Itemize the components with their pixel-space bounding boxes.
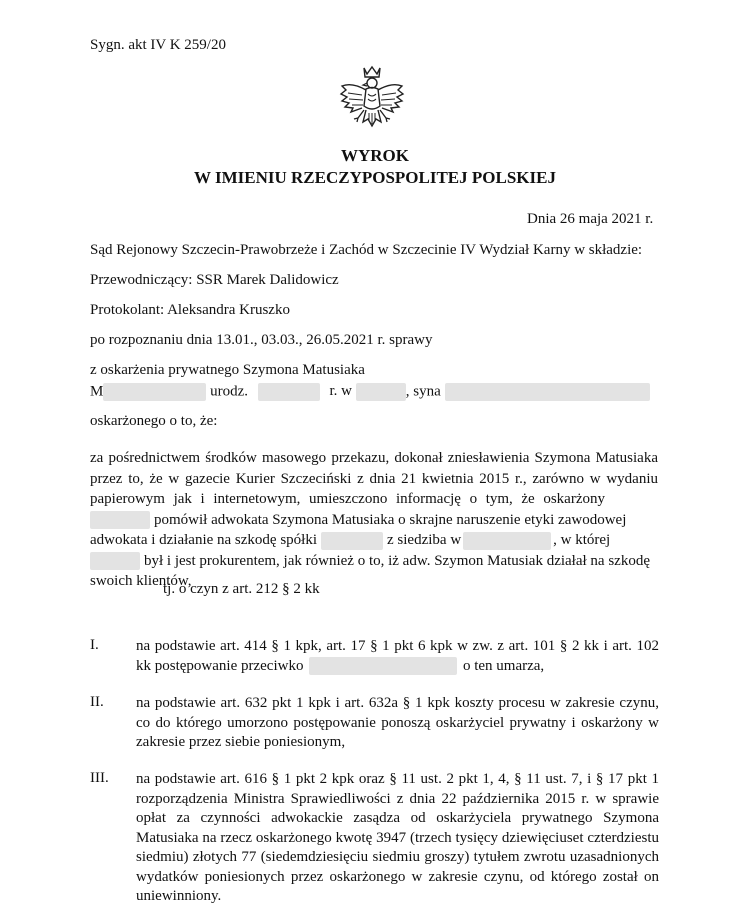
verdict-item-2 bbox=[136, 694, 659, 753]
redaction bbox=[258, 383, 320, 401]
court-clerk: Protokolant: Aleksandra Kruszko bbox=[90, 302, 290, 318]
verdict-line: rozporządzenia Ministra Sprawiedliwości z dnia 22 października 2015 r. w sprawie bbox=[136, 790, 659, 807]
defendant-line bbox=[90, 383, 650, 401]
redaction bbox=[445, 383, 650, 401]
accused-of: oskarżonego o to, że: bbox=[90, 413, 218, 429]
redaction bbox=[90, 511, 150, 529]
private-prosecution: z oskarżenia prywatnego Szymona Matusiaka bbox=[90, 362, 365, 378]
verdict-title: WYROK bbox=[341, 146, 409, 165]
redaction bbox=[321, 532, 383, 550]
redaction bbox=[463, 532, 551, 550]
chair-judge: Przewodniczący: SSR Marek Dalidowicz bbox=[90, 272, 339, 288]
legal-basis: tj. o czyn z art. 212 § 2 kk bbox=[163, 581, 320, 597]
verdict-subtitle: W IMIENIU RZECZYPOSPOLITEJ POLSKIEJ bbox=[194, 168, 556, 187]
verdict-line: wydatków poniesionych przez oskarżonego w zakresie czynu, od którego został on bbox=[136, 868, 659, 885]
hearing-dates: po rozpoznaniu dnia 13.01., 03.03., 26.05.2021 r. sprawy bbox=[90, 332, 433, 348]
verdict-line: co do którego umorzono postępowanie ponoszą oskarżyciel prywatny i oskarżony w bbox=[136, 714, 659, 731]
charge-line: pomówił adwokata Szymona Matusiaka o skrajne naruszenie etyki zawodowej bbox=[90, 510, 658, 531]
verdict-line: uniewinniony. bbox=[136, 888, 222, 904]
redaction bbox=[309, 657, 457, 675]
verdict-line: opłat za czynności adwokackie zasądza od oskarżyciela prywatnego Szymona bbox=[136, 810, 659, 826]
verdict-numeral: I. bbox=[90, 637, 99, 653]
charge-line: swoich klientów, bbox=[90, 573, 192, 589]
charge-line: papierowym jak i internetowym, umieszczono informację o tym, że oskarżony bbox=[90, 491, 605, 507]
redaction bbox=[356, 383, 406, 401]
verdict-item-3 bbox=[136, 770, 659, 907]
defendant-initial: M bbox=[90, 383, 104, 400]
verdict-numeral: III. bbox=[90, 770, 109, 786]
verdict-line: siedmiu) złotych 77 (siedemdziesięciu siedmiu groszy) tytułem zwrotu uzasadnionych bbox=[136, 849, 659, 865]
verdict-line: na podstawie art. 616 § 1 pkt 2 kpk oraz § 11 ust. 2 pkt 1, 4, § 11 ust. 7, i § 17 pkt 1 bbox=[136, 771, 659, 787]
verdict-line: na podstawie art. 414 § 1 kpk, art. 17 § 1 pkt 6 kpk w zw. z art. 101 § 2 kk i art. 102 bbox=[136, 638, 659, 654]
court-composition: Sąd Rejonowy Szczecin-Prawobrzeże i Zachód w Szczecinie IV Wydział Karny w składzie: bbox=[90, 242, 643, 258]
redaction bbox=[103, 383, 206, 401]
charge-line: za pośrednictwem środków masowego przekazu, dokonał zniesławienia Szymona Matusiaka bbox=[90, 450, 658, 466]
charge-line: przez to, że w gazecie Kurier Szczeciński z dnia 21 kwietnia 2015 r., zarówno w wydaniu bbox=[90, 470, 658, 487]
verdict-line: Matusiaka na rzecz oskarżonego kwotę 3947 (trzech tysięcy dziewięciuset czterdziestu bbox=[136, 829, 659, 846]
verdict-line: na podstawie art. 632 pkt 1 kpk i art. 632a § 1 kpk koszty procesu w zakresie czynu, bbox=[136, 695, 659, 711]
verdict-item-1 bbox=[136, 637, 659, 676]
polish-eagle-emblem-icon bbox=[338, 64, 406, 134]
redaction bbox=[90, 552, 140, 570]
verdict-line: kk postępowanie przeciwko o ten umarza, bbox=[136, 657, 545, 674]
case-signature: Sygn. akt IV K 259/20 bbox=[90, 37, 226, 53]
son-label: , syna bbox=[405, 383, 441, 400]
charge-description bbox=[90, 448, 658, 592]
charge-line: adwokata i działanie na szkodę spółki z siedziba w , w której bbox=[90, 532, 611, 548]
verdict-numeral: II. bbox=[90, 694, 104, 710]
verdict-line: zakresie przez siebie poniesionym, bbox=[136, 734, 346, 750]
verdict-date: Dnia 26 maja 2021 r. bbox=[527, 211, 654, 227]
birth-place-label: r. w bbox=[329, 383, 352, 400]
birth-label: urodz. bbox=[210, 383, 248, 400]
charge-line: był i jest prokurentem, jak również o to, iż adw. Szymon Matusiak działał na szkodę bbox=[90, 551, 658, 572]
